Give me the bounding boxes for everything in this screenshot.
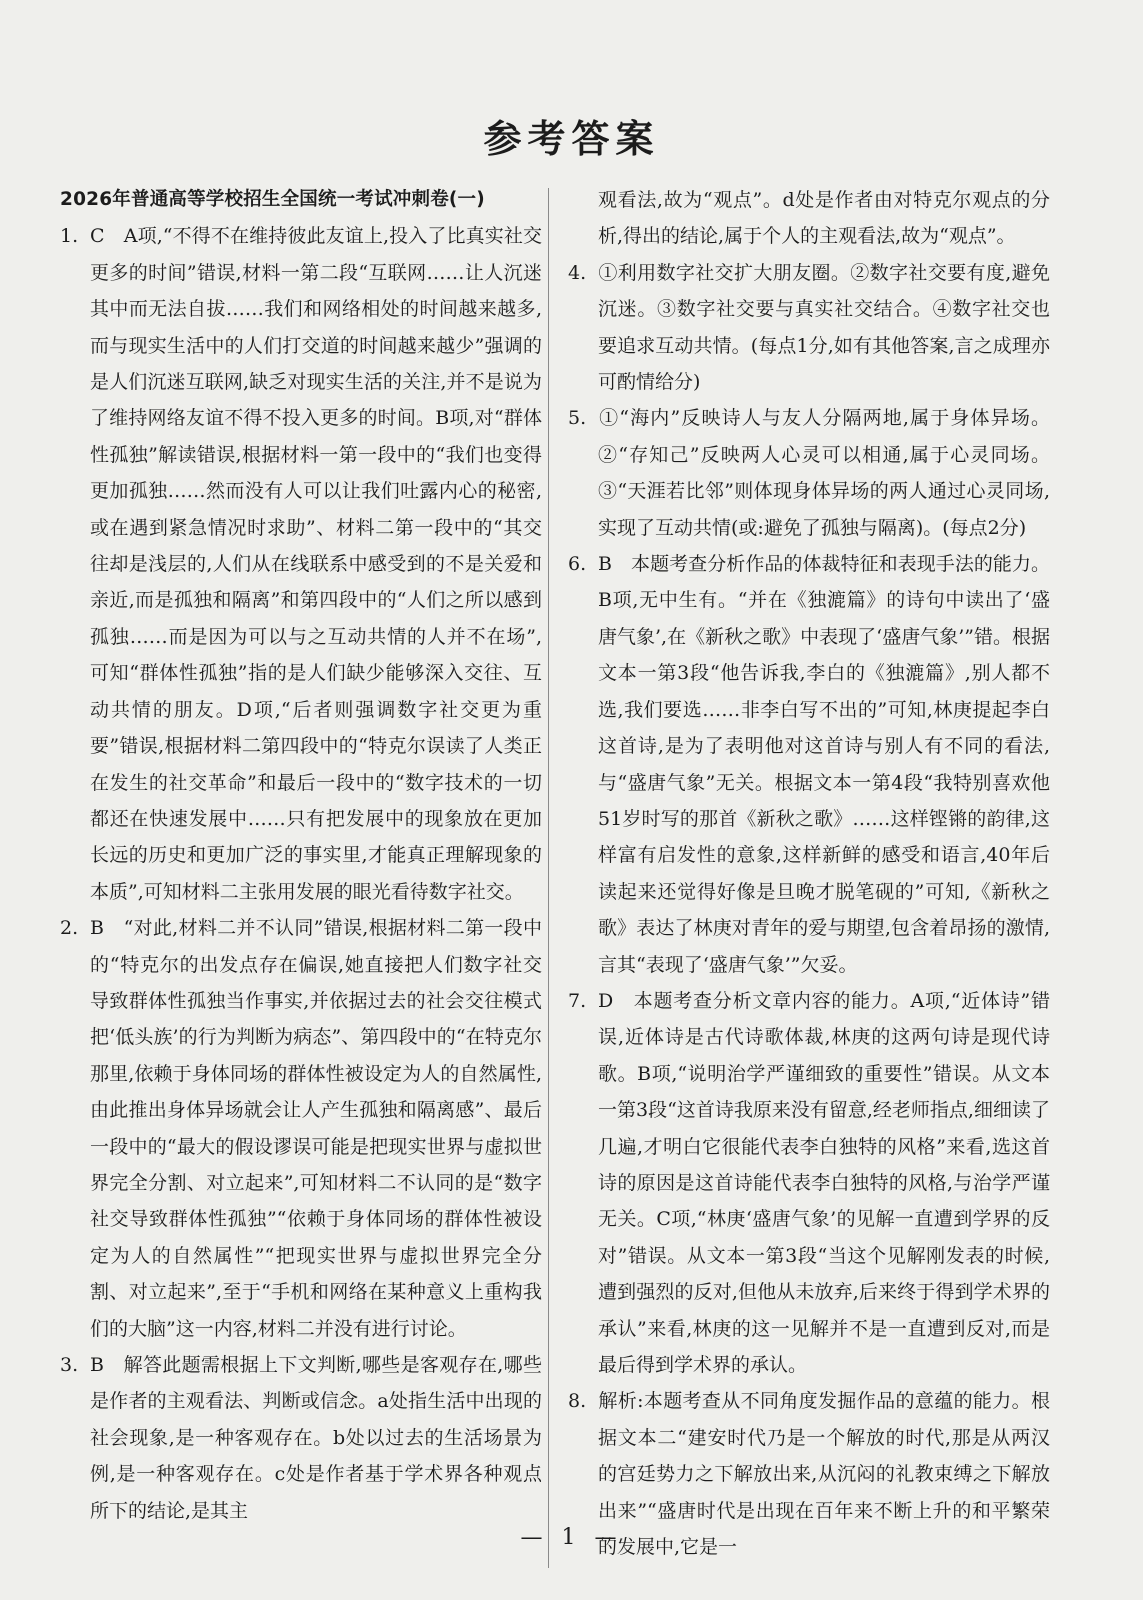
answer-text: B 本题考查分析作品的体裁特征和表现手法的能力。B项,无中生有。“并在《独漉篇》的诗句中读出了‘盛唐气象’,在《新秋之歌》中表现了‘盛唐气象’”错。根据文本一第3段“他告诉我,李白的《独漉篇》,别人都不选,我们要选……非李白写不出的”可知,林庚提起李白这首诗,是为了表明他对这首诗与别人有不同的看法,与“盛唐气象”无关。根据文本一第4段“我特别喜欢他51岁时写的那首《新秋之歌》……这样铿锵的韵律,这样富有启发性的意象,这样新鲜的感受和语言,40年后读起来还觉得好像是旦晚才脱笔砚的”可知,《新秋之歌》表达了林庚对青年的爱与期望,包含着昂扬的激情,言其“表现了‘盛唐气象’”欠妥。	[598, 553, 1050, 976]
answer-item	[568, 546, 1050, 983]
paper-heading: 2026年普通高等学校招生全国统一考试冲刺卷(一)	[60, 189, 485, 210]
answer-item	[568, 983, 1050, 1383]
answer-number: 1.	[60, 225, 79, 248]
page-number: — 1 —	[520, 1525, 623, 1550]
page-title: 参考答案	[483, 117, 660, 161]
right-column	[568, 182, 1050, 1565]
continuation-text: 观看法,故为“观点”。d处是作者由对特克尔观点的分析,得出的结论,属于个人的主观看法,故为“观点”。	[598, 189, 1050, 248]
column-divider	[548, 188, 549, 1568]
answer-item	[60, 1347, 542, 1529]
answer-text: B “对此,材料二并不认同”错误,根据材料二第一段中的“特克尔的出发点存在偏误,她直接把人们数字社交导致群体性孤独当作事实,并依据过去的社会交往模式把‘低头族’的行为判断为病态”、第四段中的“在特克尔那里,依赖于身体同场的群体性被设定为人的自然属性,由此推出身体异场就会让人产生孤独和隔离感”、最后一段中的“最大的假设谬误可能是把现实世界与虚拟世界完全分割、对立起来”,可知材料二不认同的是“数字社交导致群体性孤独”“依赖于身体同场的群体性被设定为人的自然属性”“把现实世界与虚拟世界完全分割、对立起来”,至于“手机和网络在某种意义上重构我们的大脑”这一内容,材料二并没有进行讨论。	[90, 917, 542, 1340]
answer-item	[568, 255, 1050, 401]
answer-number: 6.	[568, 553, 587, 576]
left-column	[60, 182, 542, 1529]
answer-number: 8.	[568, 1390, 587, 1413]
answer-text: D 本题考查分析文章内容的能力。A项,“近体诗”错误,近体诗是古代诗歌体裁,林庚的这两句诗是现代诗歌。B项,“说明治学严谨细致的重要性”错误。从文本一第3段“这首诗我原来没有留意,经老师指点,细细读了几遍,才明白它很能代表李白独特的风格”来看,选这首诗的原因是这首诗能代表李白独特的风格,与治学严谨无关。C项,“林庚‘盛唐气象’的见解一直遭到学界的反对”错误。从文本一第3段“当这个见解刚发表的时候,遭到强烈的反对,但他从未放弃,后来终于得到学术界的承认”来看,林庚的这一见解并不是一直遭到反对,而是最后得到学术界的承认。	[598, 989, 1050, 1376]
answer-text: ①“海内”反映诗人与友人分隔两地,属于身体异场。②“存知己”反映两人心灵可以相通,属于心灵同场。③“天涯若比邻”则体现身体异场的两人通过心灵同场,实现了互动共情(或:避免了孤独与隔离)。(每点2分)	[598, 407, 1050, 539]
answer-item	[60, 218, 542, 910]
answer-number: 7.	[568, 989, 587, 1012]
answer-item	[568, 400, 1050, 546]
answer-item	[60, 910, 542, 1347]
answer-number: 4.	[568, 261, 587, 284]
answer-text: ①利用数字社交扩大朋友圈。②数字社交要有度,避免沉迷。③数字社交要与真实社交结合。④数字社交也要追求互动共情。(每点1分,如有其他答案,言之成理亦可酌情给分)	[598, 261, 1050, 394]
answer-number: 5.	[568, 407, 587, 430]
answer-number: 3.	[60, 1354, 79, 1376]
answer-number: 2.	[60, 917, 79, 940]
answer-text: C A项,“不得不在维持彼此友谊上,投入了比真实社交更多的时间”错误,材料一第二段“互联网……让人沉迷其中而无法自拔……我们和网络相处的时间越来越多,而与现实生活中的人们打交道的时间越来越少”强调的是人们沉迷互联网,缺乏对现实生活的关注,并不是说为了维持网络友谊不得不投入更多的时间。B项,对“群体性孤独”解读错误,根据材料一第一段中的“我们也变得更加孤独……然而没有人可以让我们吐露内心的秘密,或在遇到紧急情况时求助”、材料二第一段中的“其交往却是浅层的,人们从在线联系中感受到的不是关爱和亲近,而是孤独和隔离”和第四段中的“人们之所以感到孤独……而是因为可以与之互动共情的人并不在场”,可知“群体性孤独”指的是人们缺少能够深入交往、互动共情的朋友。D项,“后者则强调数字社交更为重要”错误,根据材料二第四段中的“特克尔误读了人类正在发生的社交革命”和最后一段中的“数字技术的一切都还在快速发展中……只有把发展中的现象放在更加长远的历史和更加广泛的事实里,才能真正理解现象的本质”,可知材料二主张用发展的眼光看待数字社交。	[90, 225, 542, 903]
answer-text: 解析:本题考查从不同角度发掘作品的意蕴的能力。根据文本二“建安时代乃是一个解放的时代,那是从两汉的宫廷势力之下解放出来,从沉闷的礼教束缚之下解放出来”“盛唐时代是出现在百年来不断上升的和平繁荣的发展中,它是一	[598, 1390, 1050, 1559]
answer-text: B 解答此题需根据上下文判断,哪些是客观存在,哪些是作者的主观看法、判断或信念。a处指生活中出现的社会现象,是一种客观存在。b处以过去的生活场景为例,是一种客观存在。c处是作者基于学术界各种观点所下的结论,是其主	[90, 1354, 542, 1522]
